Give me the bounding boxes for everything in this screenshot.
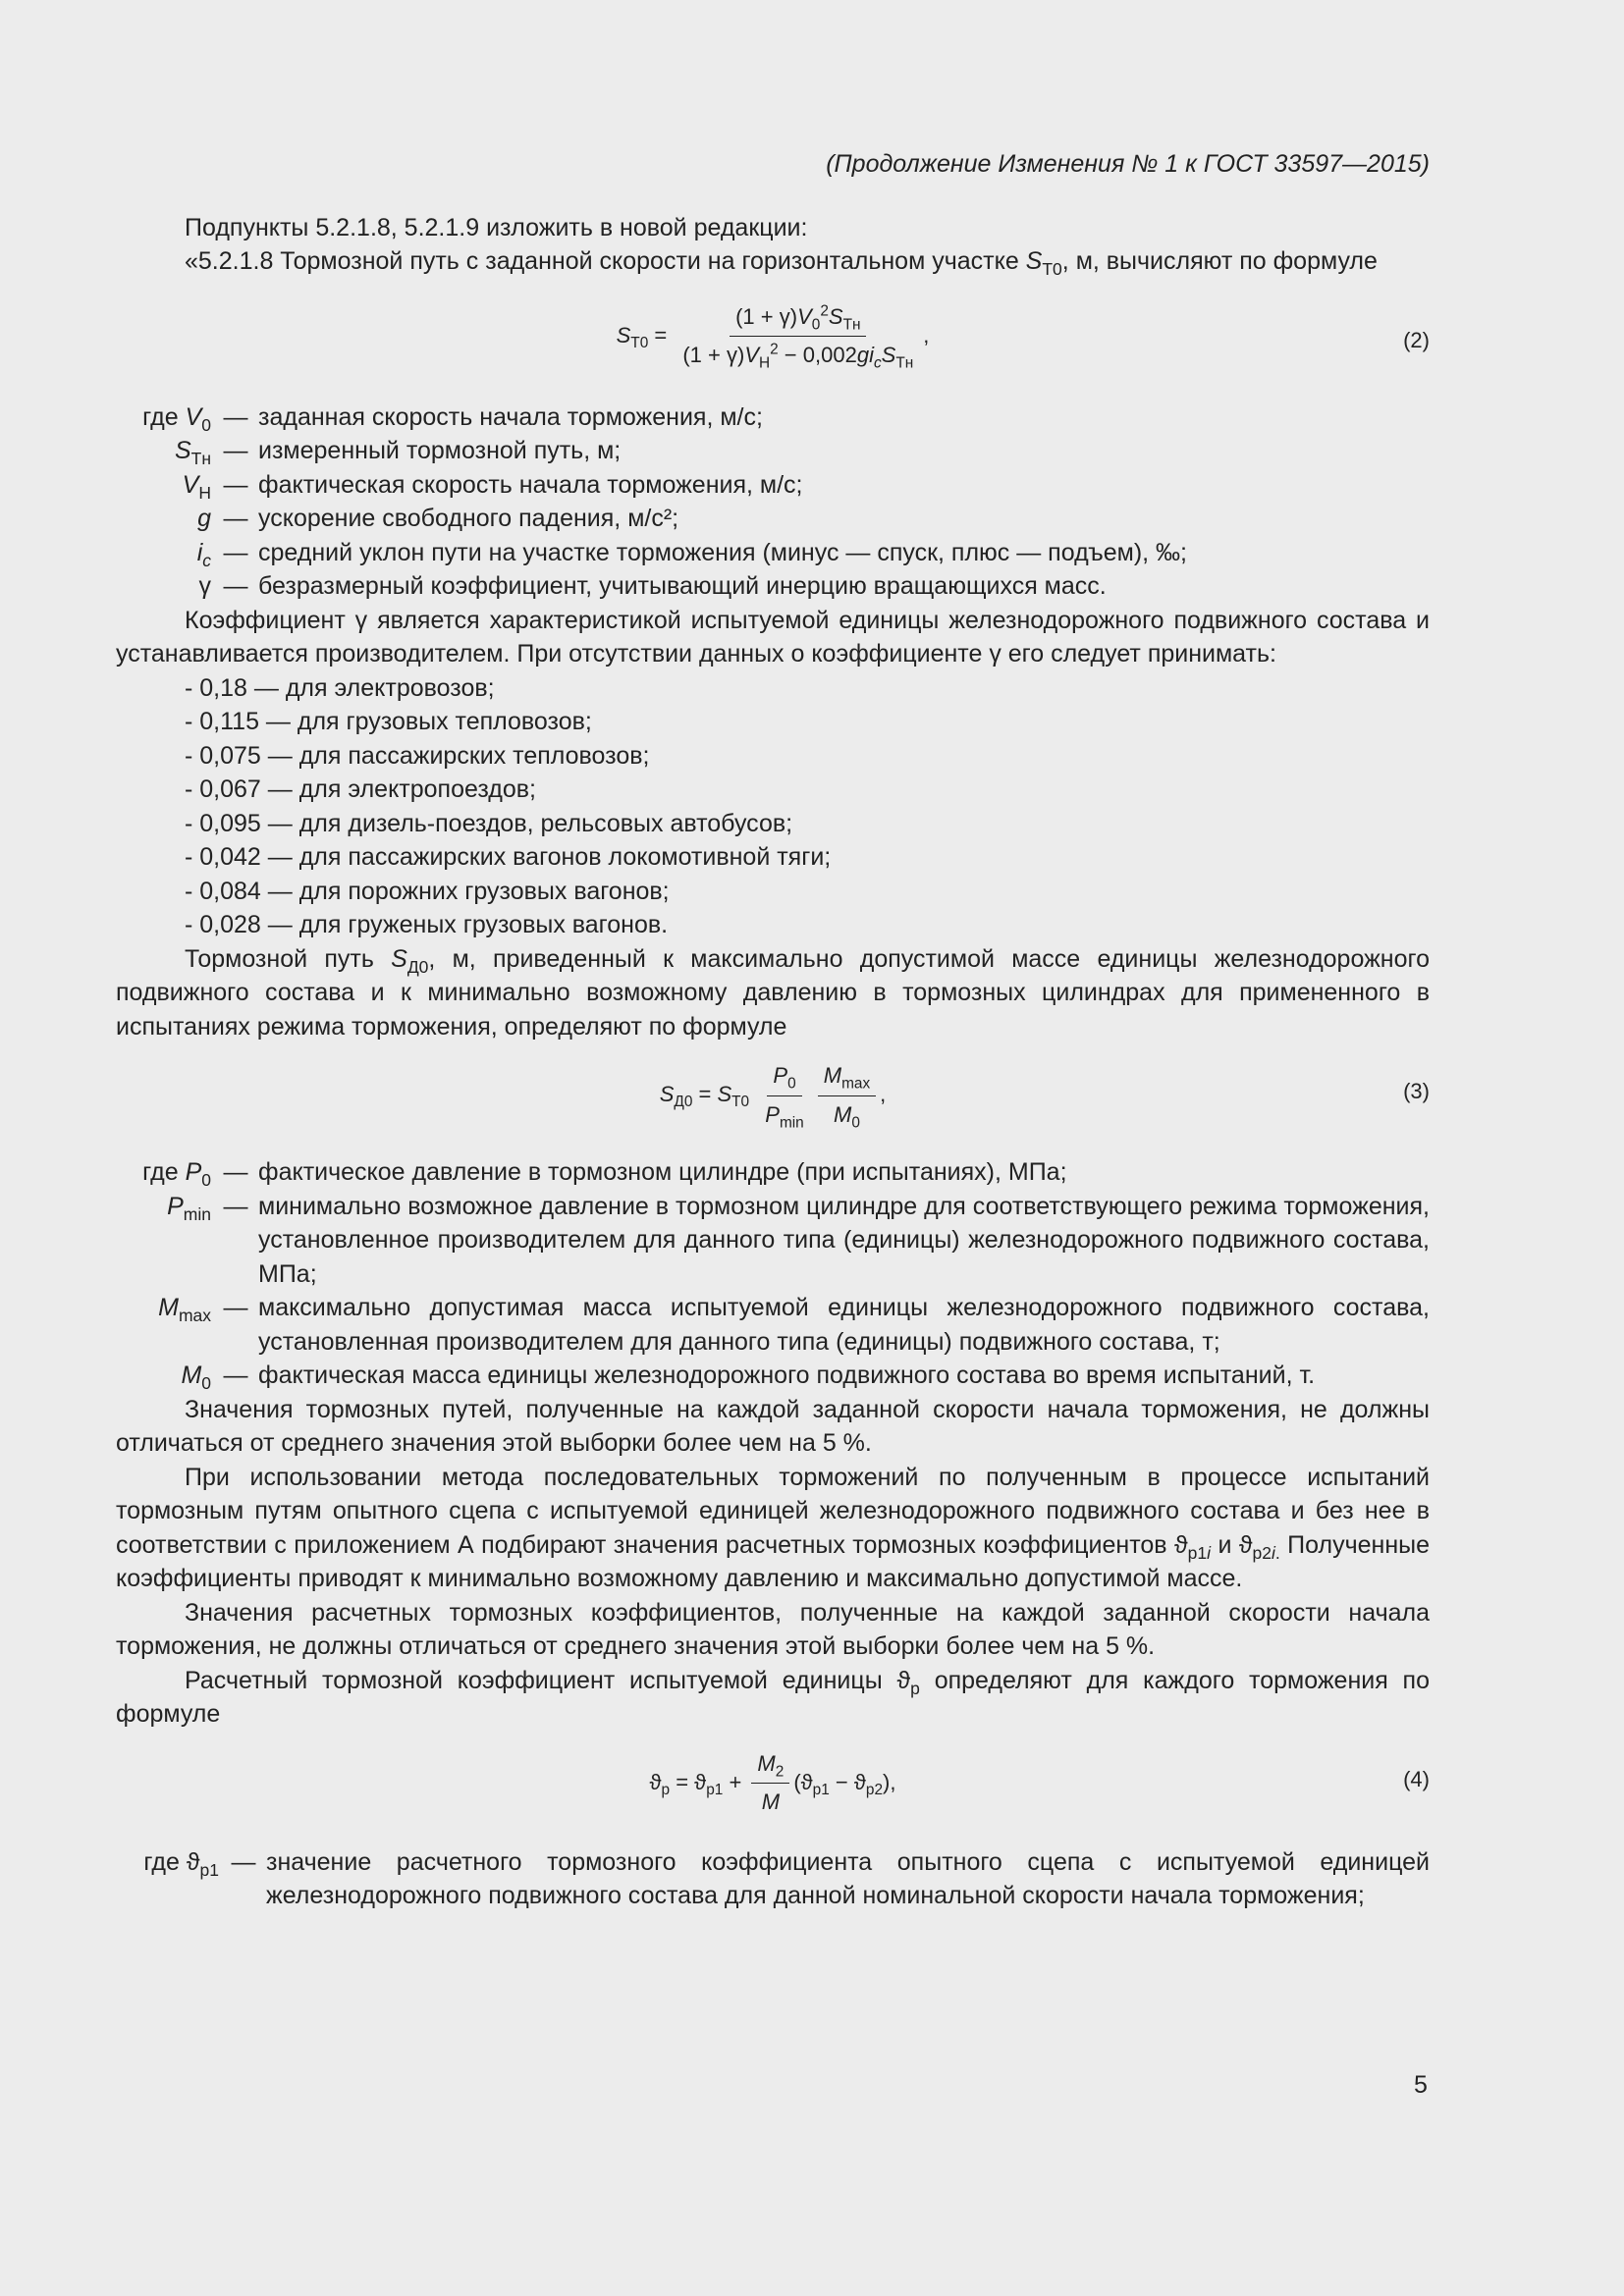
definition-symbol: $i_c$: [196, 538, 211, 570]
gamma-paragraph: Коэффициент γ является характеристикой испытуемой единицы железнодорожного подвижного состава и устанавливается производителем. При отсутствии данных о коэффициенте γ его следует принимать:: [116, 606, 1430, 667]
gamma-values-list: [116, 671, 1430, 942]
definition-text: максимально допустимая масса испытуемой единицы железнодорожного подвижного состава, установленная производителем для данного типа (единицы) подвижного состава, т;: [258, 1294, 1430, 1356]
definition-row: [116, 1155, 1430, 1190]
definition-dash: —: [223, 1294, 248, 1321]
definition-text: значение расчетного тормозного коэффициента опытного сцепа с испытуемой единицей железнодорожного подвижного состава для данной номинальной скорости начала торможения;: [266, 1847, 1430, 1909]
definition-text: заданная скорость начала торможения, м/с;: [258, 402, 763, 431]
definition-symbol: g: [197, 505, 211, 532]
sd0-paragraph: Тормозной путь $S_{Д0}$, м, приведенный к максимально допустимой массе единицы железнодорожного подвижного состава и к минимально возможному давлению в тормозных цилиндрах для примененного в испытаниях режима торможения, определяют по формуле: [116, 944, 1430, 1041]
method-paragraph: При использовании метода последовательных торможений по полученным в процессе испытаний тормозным путям опытного сцепа с испытуемой единицей железнодорожного подвижного состава и без нее в соответствии с приложением А подбирают значения расчетных тормозных коэффициентов $ϑ_{р1i}$ и $ϑ_{р2i.}$ Полученные коэффициенты приводят к минимально возможному давлению и максимально допустимой массе.: [116, 1463, 1430, 1592]
document-header: (Продолжение Изменения № 1 к ГОСТ 33597—2015): [826, 150, 1430, 178]
definition-text: измеренный тормозной путь, м;: [258, 437, 622, 464]
formula-3: $S_{Д0} = S_{Т0}$ $\frac{P_0}{P_{min}}$ $\frac{M_{max}}{M_0}$ , (3): [116, 1059, 1430, 1132]
formula-2: $S_{Т0}$ = $\frac{(1 + \gamma)V_0^2S_{Тн}}{(1 + \gamma)V_Н^2 - 0,002gi_cS_{Тн}}$ , (2): [116, 300, 1430, 373]
coef-paragraph: Значения расчетных тормозных коэффициентов, полученные на каждой заданной скорости начала торможения, не должны отличаться от среднего значения этой выборки более чем на 5 %.: [116, 1598, 1430, 1660]
definition-symbol: где $ϑ_{р1}$: [143, 1847, 219, 1880]
definition-dash: —: [223, 505, 248, 532]
definition-row: [116, 569, 1430, 604]
definition-row: [116, 468, 1430, 503]
list-item: - 0,067 — для электропоездов;: [185, 775, 536, 803]
formula-2-number: (2): [1403, 327, 1430, 352]
definition-row: [116, 1291, 1430, 1359]
formula-4-number: (4): [1403, 1766, 1430, 1791]
definition-text: безразмерный коэффициент, учитывающий инерцию вращающихся масс.: [258, 572, 1107, 600]
definition-row: [116, 400, 1430, 435]
formula-3-number: (3): [1403, 1079, 1430, 1103]
list-item: - 0,084 — для порожних грузовых вагонов;: [185, 877, 670, 905]
definition-text: фактическая скорость начала торможения, м/с;: [258, 470, 803, 499]
intro-paragraph: Подпункты 5.2.1.8, 5.2.1.9 изложить в новой редакции:: [185, 213, 808, 241]
list-item: - 0,075 — для пассажирских тепловозов;: [185, 741, 650, 770]
definition-text: фактическое давление в тормозном цилиндре (при испытаниях), МПа;: [258, 1158, 1067, 1186]
definition-dash: —: [223, 1158, 248, 1186]
list-item: - 0,095 — для дизель-поездов, рельсовых автобусов;: [185, 809, 793, 837]
definition-dash: —: [223, 437, 248, 464]
definition-symbol: $M_{max}$: [158, 1294, 211, 1325]
definition-dash: —: [231, 1847, 256, 1876]
definition-dash: —: [223, 470, 248, 499]
formula-4: $ϑ_р = ϑ_{р1}$ + $\frac{M_2}{M}$ $(ϑ_{р1} - ϑ_{р2})$, (4): [116, 1747, 1430, 1820]
list-item: - 0,115 — для грузовых тепловозов;: [185, 708, 592, 735]
definitions-formula-3: [116, 1155, 1430, 1393]
definition-symbol: где $V_0$: [142, 402, 211, 435]
list-item: - 0,18 — для электровозов;: [185, 673, 495, 702]
paragraph-5-2-1-8: «5.2.1.8 Тормозной путь с заданной скорости на горизонтальном участке $S_{Т0}$, м, вычисляют по формуле: [185, 247, 1378, 279]
definition-symbol: где $P_0$: [142, 1158, 211, 1190]
definitions-formula-2: [116, 400, 1430, 604]
definition-text: минимально возможное давление в тормозном цилиндре для соответствующего режима торможения, установленное производителем для данного типа (единицы) железнодорожного подвижного состава, МПа;: [258, 1192, 1430, 1288]
definition-row: [116, 1359, 1430, 1393]
definition-symbol: $P_{min}$: [167, 1192, 211, 1224]
definition-row: [116, 502, 1430, 536]
list-item: - 0,028 — для груженых грузовых вагонов.: [185, 911, 669, 938]
definition-row: [116, 1845, 1430, 1913]
page-number: 5: [1414, 2071, 1428, 2099]
definition-row: [116, 536, 1430, 570]
definition-symbol: γ: [198, 572, 211, 600]
definition-row: [116, 434, 1430, 468]
definition-text: ускорение свободного падения, м/с²;: [258, 505, 679, 532]
calc-paragraph: Расчетный тормозной коэффициент испытуемой единицы $ϑ_р$ определяют для каждого торможения по формуле: [116, 1666, 1431, 1728]
document-page: [116, 147, 1430, 1913]
definition-symbol: $V_Н$: [182, 470, 211, 503]
list-item: - 0,042 — для пассажирских вагонов локомотивной тяги;: [185, 843, 832, 871]
definition-text: фактическая масса единицы железнодорожного подвижного состава во время испытаний, т.: [258, 1362, 1316, 1389]
definition-row: [116, 1190, 1430, 1292]
definition-dash: —: [223, 572, 248, 600]
definition-dash: —: [223, 1362, 248, 1389]
definition-dash: —: [223, 1192, 248, 1220]
definition-symbol: $M_0$: [181, 1362, 211, 1393]
definition-symbol: $S_{Тн}$: [174, 437, 211, 468]
values-paragraph: Значения тормозных путей, полученные на каждой заданной скорости начала торможения, не должны отличаться от среднего значения этой выборки более чем на 5 %.: [116, 1395, 1430, 1457]
definition-text: средний уклон пути на участке торможения (минус — спуск, плюс — подъем), ‰;: [258, 538, 1187, 566]
definition-dash: —: [223, 538, 248, 566]
definitions-formula-4: [116, 1845, 1430, 1913]
definition-dash: —: [223, 402, 248, 431]
